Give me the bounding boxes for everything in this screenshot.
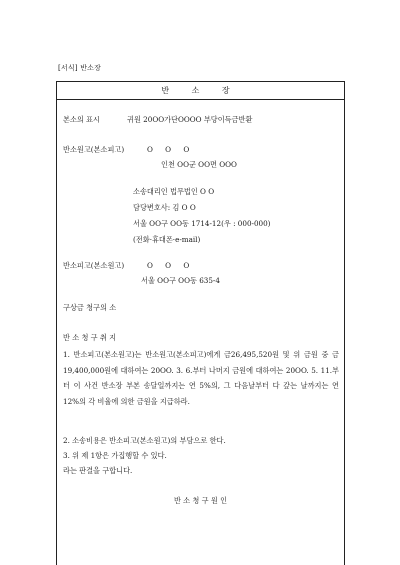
agent-address: 서울 OO구 OO동 1714-12(우 : 000-000)	[133, 219, 271, 228]
agent-firm: 소송대리인 법무법인 O O	[133, 187, 215, 196]
counter-plaintiff-address: 인천 OO군 OO면 OOO	[161, 160, 237, 169]
counter-plaintiff-label: 반소원고(본소피고)	[63, 145, 125, 154]
counter-defendant-label: 반소피고(본소원고)	[63, 261, 125, 270]
counter-defendant-name: O O O	[147, 261, 195, 270]
closing-sentence: 라는 판결을 구합니다.	[63, 466, 133, 475]
agent-contact: (전화·휴대폰·e-mail)	[133, 235, 201, 244]
claim-item-2: 2. 소송비용은 반소피고(본소원고)의 부담으로 한다.	[63, 436, 226, 445]
form-label: [서식] 반소장	[58, 64, 102, 72]
claim-type: 구상금 청구의 소	[63, 303, 117, 312]
counter-plaintiff-name: O O O	[147, 145, 195, 154]
document-frame	[56, 81, 345, 565]
case-label: 본소의 표시	[63, 115, 101, 124]
document-title: 반 소 장	[57, 82, 344, 100]
counter-defendant-address: 서울 OO구 OO동 635-4	[141, 276, 220, 285]
case-value: 귀원 20OO가단OOOO 부당이득금반환	[127, 115, 253, 124]
claim-item-3: 3. 위 제 1항은 가집행할 수 있다.	[63, 451, 167, 460]
claim-cause-heading: 반 소 청 구 원 인	[173, 496, 228, 505]
claim-item-1: 1. 반소피고(본소원고)는 반소원고(본소피고)에게 금26,495,520원 및 위 금원 중 금 19,400,000원에 대하여는 20OO. 3. 6.부터 나머지 금원에 대하여는 20OO. 5. 11.부터 이 사건 반소장 부본 송달일까지는 연 5%의, 그 다음날부터 다 갚는 날까지는 연 12%의 각 비율에 의한 금원을 지급하라.	[63, 350, 339, 406]
agent-lawyer: 담당변호사: 김 O O	[133, 203, 196, 212]
claim-purpose-heading: 반 소 청 구 취 지	[63, 333, 117, 342]
